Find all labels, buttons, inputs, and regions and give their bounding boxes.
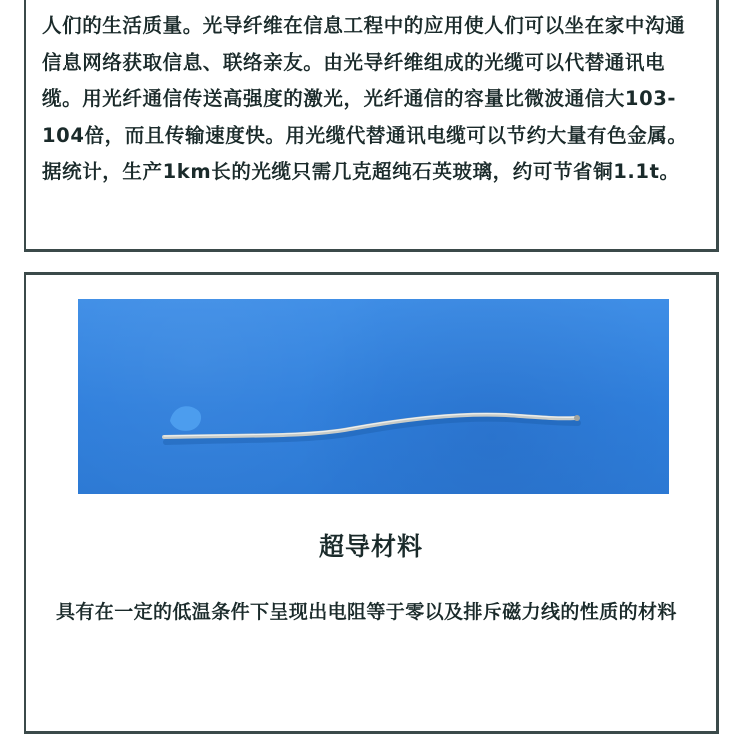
card-description: 具有在一定的低温条件下呈现出电阻等于零以及排斥磁力线的性质的材料 xyxy=(56,601,677,623)
card-superconductor xyxy=(24,272,719,734)
superconductor-photo xyxy=(78,299,669,494)
body-paragraph: 人们的生活质量。光导纤维在信息工程中的应用使人们可以坐在家中沟通信息网络获取信息、联络亲友。由光导纤维组成的光缆可以代替通讯电缆。用光纤通信传送高强度的激光，光纤通信的容量比微波通信大103-104倍，而且传输速度快。用光缆代替通讯电缆可以节约大量有色金属。据统计，生产1km长的光缆只需几克超纯石英玻璃，约可节省铜1.1t。 xyxy=(42,14,688,184)
wire-tip xyxy=(574,415,580,421)
wire-shadow xyxy=(166,419,578,442)
wire-blob xyxy=(170,406,201,431)
card-title: 超导材料 xyxy=(318,532,423,561)
wire-illustration xyxy=(78,299,669,494)
text-panel-top xyxy=(24,0,719,252)
